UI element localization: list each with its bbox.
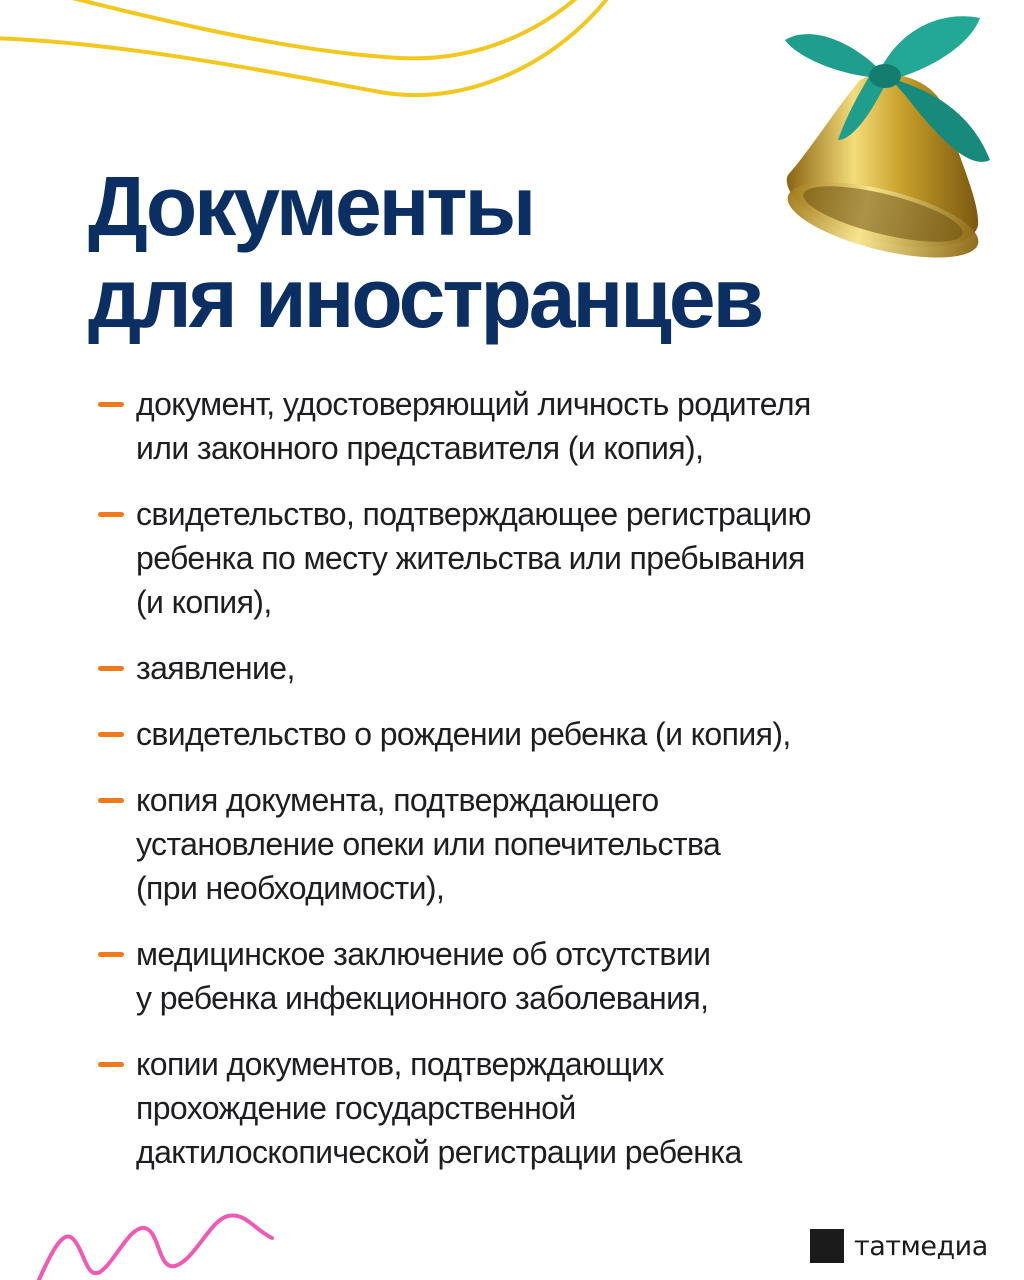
- list-item-line: или законного представителя (и копия),: [136, 430, 704, 466]
- brand-name: татмедиа: [854, 1230, 988, 1262]
- title-line-1: Документы: [88, 159, 534, 253]
- list-item: [92, 646, 972, 690]
- list-item-line: копии документов, подтверждающих: [136, 1046, 664, 1082]
- list-item-line: установление опеки или попечительства: [136, 826, 721, 862]
- list-item-line: свидетельство, подтверждающее регистрацию: [136, 496, 811, 532]
- list-item: [92, 382, 972, 470]
- list-item-line: документ, удостоверяющий личность родителя: [136, 386, 811, 422]
- list-item-line: дактилоскопической регистрации ребенка: [136, 1134, 742, 1170]
- orange-dash-icon: [98, 512, 124, 517]
- list-item: [92, 1042, 972, 1174]
- list-item-line: (и копия),: [136, 584, 272, 620]
- orange-dash-icon: [98, 798, 124, 803]
- pink-squiggle-decoration: [0, 1200, 300, 1280]
- list-item-line: медицинское заключение об отсутствии: [136, 936, 711, 972]
- brand-logo: [810, 1226, 988, 1266]
- title-line-2: для иностранцев: [88, 251, 762, 345]
- yellow-squiggle-decoration: [0, 0, 640, 130]
- list-item-line: у ребенка инфекционного заболевания,: [136, 980, 709, 1016]
- list-item: [92, 778, 972, 910]
- list-item-line: свидетельство о рождении ребенка (и копия),: [136, 716, 791, 752]
- orange-dash-icon: [98, 952, 124, 957]
- list-item: [92, 932, 972, 1020]
- list-item-line: копия документа, подтверждающего: [136, 782, 659, 818]
- black-square-icon: [810, 1229, 844, 1263]
- orange-dash-icon: [98, 402, 124, 407]
- orange-dash-icon: [98, 1062, 124, 1067]
- list-item: [92, 712, 972, 756]
- list-item: [92, 492, 972, 624]
- list-item-line: прохождение государственной: [136, 1090, 576, 1126]
- list-item-line: (при необходимости),: [136, 870, 445, 906]
- orange-dash-icon: [98, 732, 124, 737]
- list-item-line: ребенка по месту жительства или пребывания: [136, 540, 805, 576]
- orange-dash-icon: [98, 666, 124, 671]
- list-item-line: заявление,: [136, 650, 295, 686]
- documents-list: [92, 382, 972, 1196]
- school-bell-icon: [740, 0, 1024, 270]
- page-title: [88, 160, 761, 344]
